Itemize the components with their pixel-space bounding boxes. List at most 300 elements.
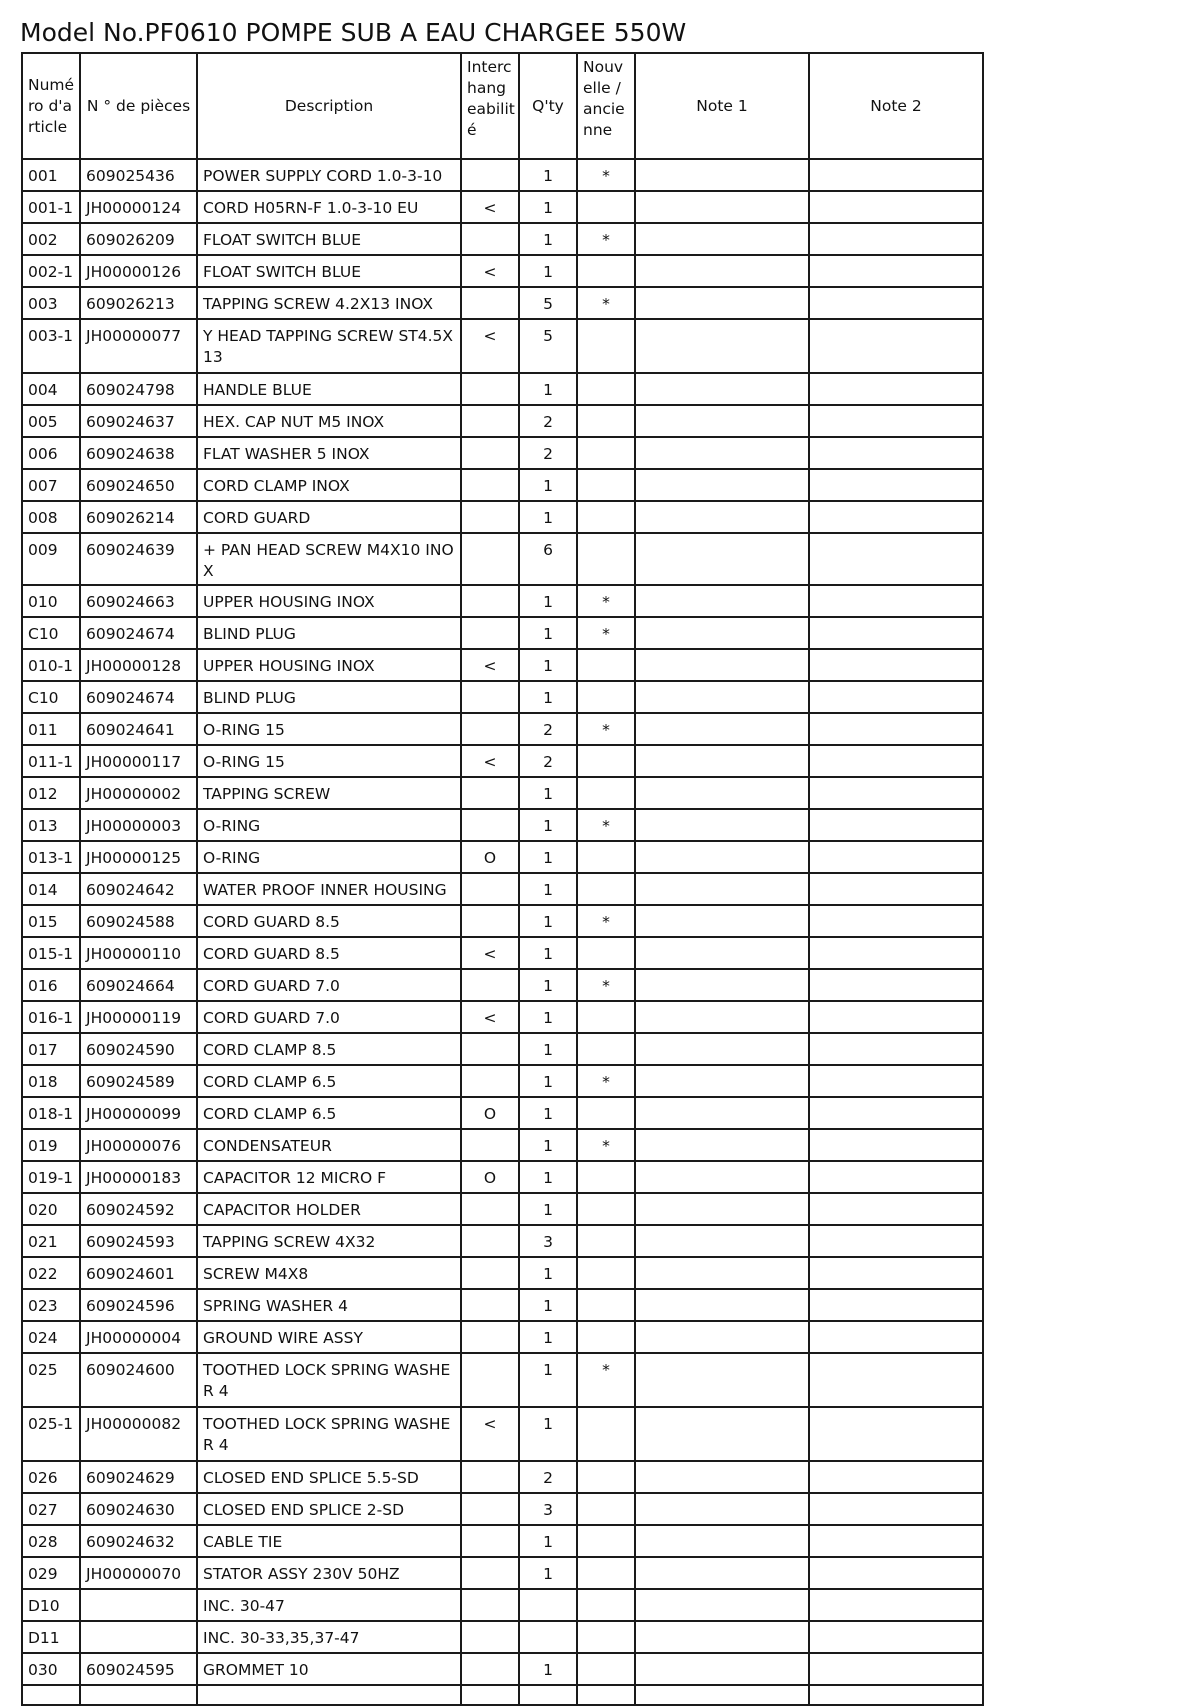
table-row [22,1589,983,1621]
cell-quantity: 2 [519,437,577,469]
cell-part-number: JH00000076 [80,1129,197,1161]
cell-note-2 [809,469,983,501]
cell-interchangeability: < [461,191,519,223]
header-note-1: Note 1 [635,53,809,159]
cell-interchangeability: < [461,649,519,681]
header-part-number: N ° de pièces [80,53,197,159]
cell-description: HANDLE BLUE [197,373,461,405]
header-new-old: Nouv elle / ancie nne [577,53,635,159]
cell-description: SPRING WASHER 4 [197,1289,461,1321]
cell-item-number: 015-1 [22,937,80,969]
cell-quantity: 1 [519,777,577,809]
cell-note-2 [809,777,983,809]
cell-quantity: 2 [519,1461,577,1493]
cell-new-old: * [577,905,635,937]
cell-interchangeability: < [461,1407,519,1461]
cell-new-old [577,777,635,809]
cell-quantity: 5 [519,287,577,319]
table-row [22,1525,983,1557]
cell-part-number [80,1621,197,1653]
cell-description: INC. 30-47 [197,1589,461,1621]
cell-description: TOOTHED LOCK SPRING WASHER 4 [197,1407,461,1461]
cell-note-2 [809,713,983,745]
cell-description: O-RING 15 [197,745,461,777]
cell-item-number: 026 [22,1461,80,1493]
empty-cell [577,1685,635,1705]
cell-note-1 [635,501,809,533]
cell-description: CAPACITOR 12 MICRO F [197,1161,461,1193]
cell-part-number [80,1589,197,1621]
cell-part-number: 609025436 [80,159,197,191]
cell-note-2 [809,649,983,681]
cell-note-2 [809,1129,983,1161]
cell-item-number: 029 [22,1557,80,1589]
cell-note-2 [809,1001,983,1033]
cell-quantity: 1 [519,1065,577,1097]
cell-item-number: 023 [22,1289,80,1321]
cell-part-number: 609026214 [80,501,197,533]
cell-item-number: 017 [22,1033,80,1065]
cell-quantity: 1 [519,373,577,405]
cell-item-number: C10 [22,681,80,713]
cell-description: + PAN HEAD SCREW M4X10 INOX [197,533,461,585]
table-row [22,191,983,223]
cell-item-number: 015 [22,905,80,937]
cell-note-1 [635,585,809,617]
cell-description: TAPPING SCREW 4X32 [197,1225,461,1257]
cell-note-2 [809,1097,983,1129]
cell-item-number: 030 [22,1653,80,1685]
cell-part-number: 609024639 [80,533,197,585]
cell-note-1 [635,1033,809,1065]
cell-part-number: 609026213 [80,287,197,319]
cell-part-number: JH00000004 [80,1321,197,1353]
cell-interchangeability [461,223,519,255]
table-row [22,1289,983,1321]
cell-part-number: JH00000082 [80,1407,197,1461]
cell-note-1 [635,319,809,373]
cell-item-number: 027 [22,1493,80,1525]
cell-note-1 [635,1289,809,1321]
cell-item-number: 019-1 [22,1161,80,1193]
cell-note-1 [635,405,809,437]
table-row [22,255,983,287]
cell-note-1 [635,1353,809,1407]
cell-interchangeability [461,287,519,319]
cell-note-1 [635,373,809,405]
cell-description: CORD GUARD [197,501,461,533]
table-row [22,1033,983,1065]
cell-note-1 [635,287,809,319]
cell-note-1 [635,1161,809,1193]
cell-note-1 [635,617,809,649]
cell-part-number: 609024588 [80,905,197,937]
cell-quantity [519,1621,577,1653]
cell-description: O-RING 15 [197,713,461,745]
cell-note-2 [809,681,983,713]
cell-quantity: 1 [519,905,577,937]
cell-note-1 [635,681,809,713]
cell-item-number: 002 [22,223,80,255]
cell-description: CORD CLAMP 6.5 [197,1097,461,1129]
cell-new-old [577,1289,635,1321]
cell-quantity: 1 [519,1289,577,1321]
cell-new-old [577,1193,635,1225]
cell-new-old [577,373,635,405]
cell-description: CORD GUARD 8.5 [197,937,461,969]
cell-item-number: 025 [22,1353,80,1407]
cell-new-old [577,191,635,223]
table-row [22,1129,983,1161]
cell-item-number: 002-1 [22,255,80,287]
cell-interchangeability [461,1065,519,1097]
cell-item-number: 014 [22,873,80,905]
table-row [22,1193,983,1225]
table-row [22,159,983,191]
cell-part-number: 609024590 [80,1033,197,1065]
cell-item-number: 003-1 [22,319,80,373]
table-row [22,905,983,937]
cell-note-2 [809,1353,983,1407]
cell-note-2 [809,319,983,373]
table-row [22,1557,983,1589]
cell-part-number: JH00000124 [80,191,197,223]
cell-interchangeability: O [461,841,519,873]
cell-note-1 [635,1257,809,1289]
header-quantity: Q'ty [519,53,577,159]
cell-note-2 [809,873,983,905]
cell-description: CLOSED END SPLICE 2-SD [197,1493,461,1525]
cell-interchangeability [461,1525,519,1557]
cell-note-2 [809,841,983,873]
cell-note-1 [635,713,809,745]
cell-note-2 [809,1257,983,1289]
table-row [22,1097,983,1129]
empty-cell [809,1685,983,1705]
cell-part-number: 609024629 [80,1461,197,1493]
cell-item-number: 016-1 [22,1001,80,1033]
cell-description: Y HEAD TAPPING SCREW ST4.5X13 [197,319,461,373]
cell-new-old [577,405,635,437]
cell-description: WATER PROOF INNER HOUSING [197,873,461,905]
cell-part-number: JH00000099 [80,1097,197,1129]
table-row [22,809,983,841]
table-row [22,1161,983,1193]
empty-cell [519,1685,577,1705]
cell-interchangeability [461,1589,519,1621]
cell-note-1 [635,1321,809,1353]
cell-description: FLOAT SWITCH BLUE [197,223,461,255]
cell-quantity: 1 [519,585,577,617]
cell-note-2 [809,1321,983,1353]
cell-item-number: 025-1 [22,1407,80,1461]
cell-new-old [577,1525,635,1557]
cell-description: POWER SUPPLY CORD 1.0-3-10 [197,159,461,191]
cell-new-old [577,1557,635,1589]
cell-item-number: 016 [22,969,80,1001]
cell-description: BLIND PLUG [197,681,461,713]
cell-note-2 [809,1161,983,1193]
cell-description: TAPPING SCREW [197,777,461,809]
cell-note-1 [635,841,809,873]
cell-part-number: 609024674 [80,617,197,649]
cell-part-number: 609026209 [80,223,197,255]
cell-note-1 [635,159,809,191]
cell-quantity: 3 [519,1225,577,1257]
cell-part-number: JH00000077 [80,319,197,373]
cell-description: CLOSED END SPLICE 5.5-SD [197,1461,461,1493]
cell-note-1 [635,255,809,287]
cell-interchangeability [461,1461,519,1493]
cell-item-number: 001-1 [22,191,80,223]
cell-new-old [577,469,635,501]
cell-quantity: 1 [519,681,577,713]
cell-note-2 [809,1621,983,1653]
cell-part-number: 609024592 [80,1193,197,1225]
cell-note-1 [635,437,809,469]
cell-note-2 [809,223,983,255]
cell-note-2 [809,1065,983,1097]
cell-note-1 [635,1525,809,1557]
table-row [22,1621,983,1653]
cell-new-old [577,745,635,777]
cell-quantity: 1 [519,159,577,191]
table-row [22,1065,983,1097]
cell-description: CORD H05RN-F 1.0-3-10 EU [197,191,461,223]
cell-description: CORD CLAMP INOX [197,469,461,501]
table-row [22,681,983,713]
cell-description: CORD CLAMP 6.5 [197,1065,461,1097]
cell-note-2 [809,1525,983,1557]
cell-note-1 [635,1407,809,1461]
cell-description: UPPER HOUSING INOX [197,585,461,617]
cell-new-old [577,437,635,469]
table-row [22,1461,983,1493]
table-row [22,373,983,405]
cell-part-number: 609024798 [80,373,197,405]
cell-description: TOOTHED LOCK SPRING WASHER 4 [197,1353,461,1407]
cell-note-2 [809,1589,983,1621]
cell-note-2 [809,1461,983,1493]
cell-description: FLAT WASHER 5 INOX [197,437,461,469]
cell-interchangeability [461,1193,519,1225]
cell-note-2 [809,1653,983,1685]
cell-quantity: 3 [519,1493,577,1525]
cell-item-number: 003 [22,287,80,319]
cell-new-old: * [577,1353,635,1407]
cell-new-old [577,1257,635,1289]
cell-item-number: 011-1 [22,745,80,777]
cell-quantity: 2 [519,405,577,437]
cell-interchangeability [461,777,519,809]
header-note-2: Note 2 [809,53,983,159]
cell-part-number: 609024595 [80,1653,197,1685]
cell-interchangeability [461,617,519,649]
cell-part-number: JH00000128 [80,649,197,681]
cell-interchangeability [461,1225,519,1257]
cell-quantity: 1 [519,1001,577,1033]
cell-interchangeability [461,405,519,437]
cell-new-old [577,1461,635,1493]
cell-interchangeability: < [461,937,519,969]
cell-quantity: 1 [519,841,577,873]
cell-quantity: 1 [519,1353,577,1407]
parts-table [21,52,984,1706]
cell-note-2 [809,255,983,287]
empty-cell [22,1685,80,1705]
cell-part-number: 609024630 [80,1493,197,1525]
cell-note-1 [635,191,809,223]
cell-new-old [577,841,635,873]
cell-item-number: 022 [22,1257,80,1289]
cell-note-2 [809,405,983,437]
cell-note-1 [635,1129,809,1161]
cell-part-number: 609024638 [80,437,197,469]
cell-new-old [577,1653,635,1685]
table-row [22,937,983,969]
cell-interchangeability [461,905,519,937]
cell-note-1 [635,1557,809,1589]
cell-note-1 [635,809,809,841]
cell-item-number: 013 [22,809,80,841]
cell-quantity: 1 [519,1257,577,1289]
cell-new-old [577,873,635,905]
cell-new-old: * [577,223,635,255]
cell-new-old [577,1033,635,1065]
cell-description: TAPPING SCREW 4.2X13 INOX [197,287,461,319]
cell-new-old [577,1001,635,1033]
cell-new-old: * [577,585,635,617]
page-title: Model No.PF0610 POMPE SUB A EAU CHARGEE 550W [20,18,687,47]
cell-interchangeability: < [461,1001,519,1033]
table-row [22,969,983,1001]
table-row [22,873,983,905]
table-row-cut-off [22,1685,983,1705]
table-row [22,405,983,437]
cell-description: SCREW M4X8 [197,1257,461,1289]
cell-description: HEX. CAP NUT M5 INOX [197,405,461,437]
cell-note-1 [635,1589,809,1621]
cell-note-2 [809,1407,983,1461]
cell-part-number: 609024650 [80,469,197,501]
table-row [22,1407,983,1461]
cell-description: STATOR ASSY 230V 50HZ [197,1557,461,1589]
cell-part-number: 609024589 [80,1065,197,1097]
cell-note-1 [635,1493,809,1525]
cell-part-number: JH00000183 [80,1161,197,1193]
cell-quantity: 1 [519,1525,577,1557]
cell-item-number: D10 [22,1589,80,1621]
cell-item-number: 006 [22,437,80,469]
cell-description: CORD CLAMP 8.5 [197,1033,461,1065]
header-description: Description [197,53,461,159]
cell-note-2 [809,745,983,777]
cell-interchangeability: < [461,255,519,287]
cell-note-1 [635,745,809,777]
cell-part-number: 609024600 [80,1353,197,1407]
cell-interchangeability [461,373,519,405]
table-row [22,1653,983,1685]
table-row [22,649,983,681]
cell-item-number: D11 [22,1621,80,1653]
cell-new-old [577,1161,635,1193]
cell-interchangeability: O [461,1097,519,1129]
cell-quantity: 2 [519,713,577,745]
cell-interchangeability [461,809,519,841]
cell-new-old [577,1589,635,1621]
cell-item-number: 010 [22,585,80,617]
cell-note-1 [635,1097,809,1129]
table-row [22,533,983,585]
table-header-row [22,53,983,159]
cell-new-old [577,1493,635,1525]
cell-part-number: 609024596 [80,1289,197,1321]
cell-new-old: * [577,617,635,649]
cell-quantity: 1 [519,191,577,223]
cell-new-old [577,681,635,713]
cell-interchangeability: < [461,745,519,777]
cell-note-2 [809,1225,983,1257]
cell-interchangeability [461,713,519,745]
cell-part-number: 609024674 [80,681,197,713]
cell-note-2 [809,937,983,969]
cell-note-2 [809,159,983,191]
cell-note-1 [635,777,809,809]
cell-interchangeability [461,501,519,533]
cell-part-number: JH00000125 [80,841,197,873]
table-row [22,1225,983,1257]
cell-note-2 [809,809,983,841]
table-row [22,223,983,255]
cell-item-number: 013-1 [22,841,80,873]
cell-note-2 [809,1493,983,1525]
cell-interchangeability [461,1353,519,1407]
table-row [22,1353,983,1407]
cell-new-old [577,649,635,681]
empty-cell [80,1685,197,1705]
cell-item-number: 019 [22,1129,80,1161]
cell-description: FLOAT SWITCH BLUE [197,255,461,287]
cell-part-number: 609024641 [80,713,197,745]
cell-interchangeability [461,1621,519,1653]
cell-part-number: 609024632 [80,1525,197,1557]
cell-description: BLIND PLUG [197,617,461,649]
cell-description: CORD GUARD 7.0 [197,969,461,1001]
cell-part-number: 609024601 [80,1257,197,1289]
cell-new-old [577,937,635,969]
cell-part-number: JH00000119 [80,1001,197,1033]
cell-quantity: 6 [519,533,577,585]
cell-item-number: 001 [22,159,80,191]
empty-cell [197,1685,461,1705]
cell-new-old: * [577,1129,635,1161]
cell-part-number: JH00000117 [80,745,197,777]
cell-description: GROMMET 10 [197,1653,461,1685]
cell-note-1 [635,1225,809,1257]
cell-note-2 [809,287,983,319]
cell-description: O-RING [197,809,461,841]
cell-part-number: JH00000002 [80,777,197,809]
cell-new-old [577,1097,635,1129]
cell-quantity: 1 [519,501,577,533]
cell-note-2 [809,437,983,469]
empty-cell [635,1685,809,1705]
cell-description: CORD GUARD 8.5 [197,905,461,937]
cell-item-number: 018 [22,1065,80,1097]
cell-new-old [577,1321,635,1353]
cell-interchangeability [461,1653,519,1685]
cell-description: CORD GUARD 7.0 [197,1001,461,1033]
